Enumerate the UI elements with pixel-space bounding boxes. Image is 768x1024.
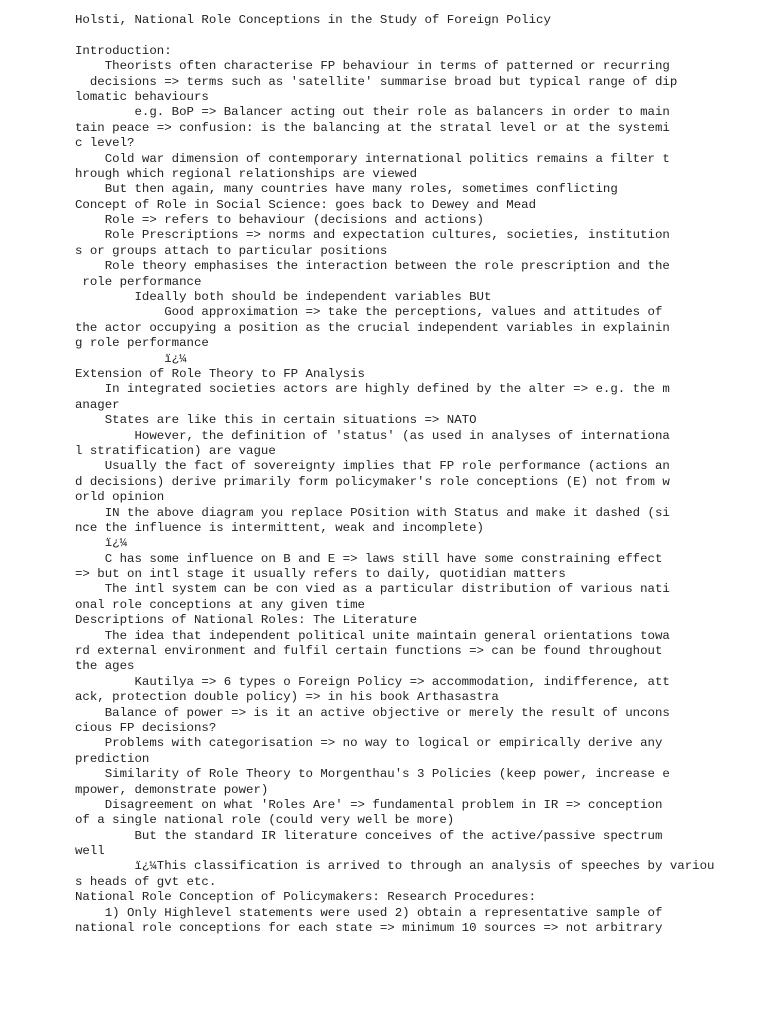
text-line: Good approximation => take the perceptions, values and attitudes of [75,305,663,320]
text-line: National Role Conception of Policymakers: Research Procedures: [75,890,537,905]
text-line: However, the definition of 'status' (as used in analyses of internationa [75,428,670,443]
text-line: Holsti, National Role Conceptions in the Study of Foreign Policy [75,13,551,27]
text-line: C has some influence on B and E => laws still have some constraining effect [75,551,663,566]
text-line: anager [75,397,120,412]
text-line: Disagreement on what 'Roles Are' => fundamental problem in IR => conception [75,797,663,812]
text-line: => but on intl stage it usually refers to daily, quotidian matters [75,567,566,582]
text-line: nce the influence is intermittent, weak and incomplete) [75,520,484,535]
text-line: Concept of Role in Social Science: goes back to Dewey and Mead [75,197,537,212]
text-line: Balance of power => is it an active objective or merely the result of uncons [75,705,670,720]
text-line: Introduction: [75,43,172,58]
text-line: ï¿¼This classification is arrived to through an analysis of speeches by variou [75,859,715,874]
text-line: But then again, many countries have many roles, sometimes conflicting [75,182,618,197]
text-line: States are like this in certain situations => NATO [75,413,477,428]
text-line: well [75,844,105,859]
text-line: cious FP decisions? [75,720,217,735]
text-line: Extension of Role Theory to FP Analysis [75,366,365,381]
text-line: Usually the fact of sovereignty implies that FP role performance (actions an [75,459,670,474]
text-line: of a single national role (could very well be more) [75,813,455,828]
text-line: c level? [75,136,135,151]
text-line: Similarity of Role Theory to Morgenthau's 3 Policies (keep power, increase e [75,767,670,782]
text-line: decisions => terms such as 'satellite' summarise broad but typical range of dip [75,74,678,89]
text-line [75,28,755,43]
text-line: Ideally both should be independent variables BUt [75,290,492,305]
text-line: Cold war dimension of contemporary international politics remains a filter t [75,151,670,166]
text-line: s or groups attach to particular positions [75,243,388,258]
text-line: hrough which regional relationships are viewed [75,166,418,181]
text-line: tain peace => confusion: is the balancing at the stratal level or at the systemi [75,120,670,135]
text-line: Theorists often characterise FP behaviour in terms of patterned or recurring [75,59,670,74]
text-line: But the standard IR literature conceives of the active/passive spectrum [75,828,663,843]
text-line: g role performance [75,336,209,351]
text-line: s heads of gvt etc. [75,874,217,889]
text-line: Kautilya => 6 types o Foreign Policy => accommodation, indifference, att [75,674,670,689]
text-line: the actor occupying a position as the crucial independent variables in explainin [75,320,670,335]
text-line: Descriptions of National Roles: The Literature [75,613,418,628]
text-line: l stratification) are vague [75,443,276,458]
text-line: national role conceptions for each state => minimum 10 sources => not arbitrary [75,921,663,936]
text-line: In integrated societies actors are highly defined by the alter => e.g. the m [75,382,670,397]
text-line: orld opinion [75,490,165,505]
text-line: rd external environment and fulfil certain functions => can be found throughout [75,644,663,659]
text-line: prediction [75,751,150,766]
text-line: e.g. BoP => Balancer acting out their role as balancers in order to main [75,105,670,120]
text-line: Role => refers to behaviour (decisions and actions) [75,213,484,228]
text-line: role performance [75,274,202,289]
text-line: ï¿¼ [75,536,128,551]
text-line: mpower, demonstrate power) [75,782,269,797]
text-line: onal role conceptions at any given time [75,597,365,612]
text-line: lomatic behaviours [75,89,209,104]
text-line: IN the above diagram you replace POsition with Status and make it dashed (si [75,505,670,520]
text-line: Role theory emphasises the interaction between the role prescription and the [75,259,670,274]
text-line: the ages [75,659,135,674]
text-line: 1) Only Highlevel statements were used 2) obtain a representative sample of [75,905,663,920]
document-text [75,13,755,936]
text-line: The intl system can be con vied as a particular distribution of various nati [75,582,670,597]
text-line: The idea that independent political unite maintain general orientations towa [75,628,670,643]
text-line: ack, protection double policy) => in his book Arthasastra [75,690,499,705]
text-line: d decisions) derive primarily form policymaker's role conceptions (E) not from w [75,474,670,489]
text-line: ï¿¼ [75,351,187,366]
text-line: Problems with categorisation => no way to logical or empirically derive any [75,736,663,751]
text-line: Role Prescriptions => norms and expectation cultures, societies, institution [75,228,670,243]
